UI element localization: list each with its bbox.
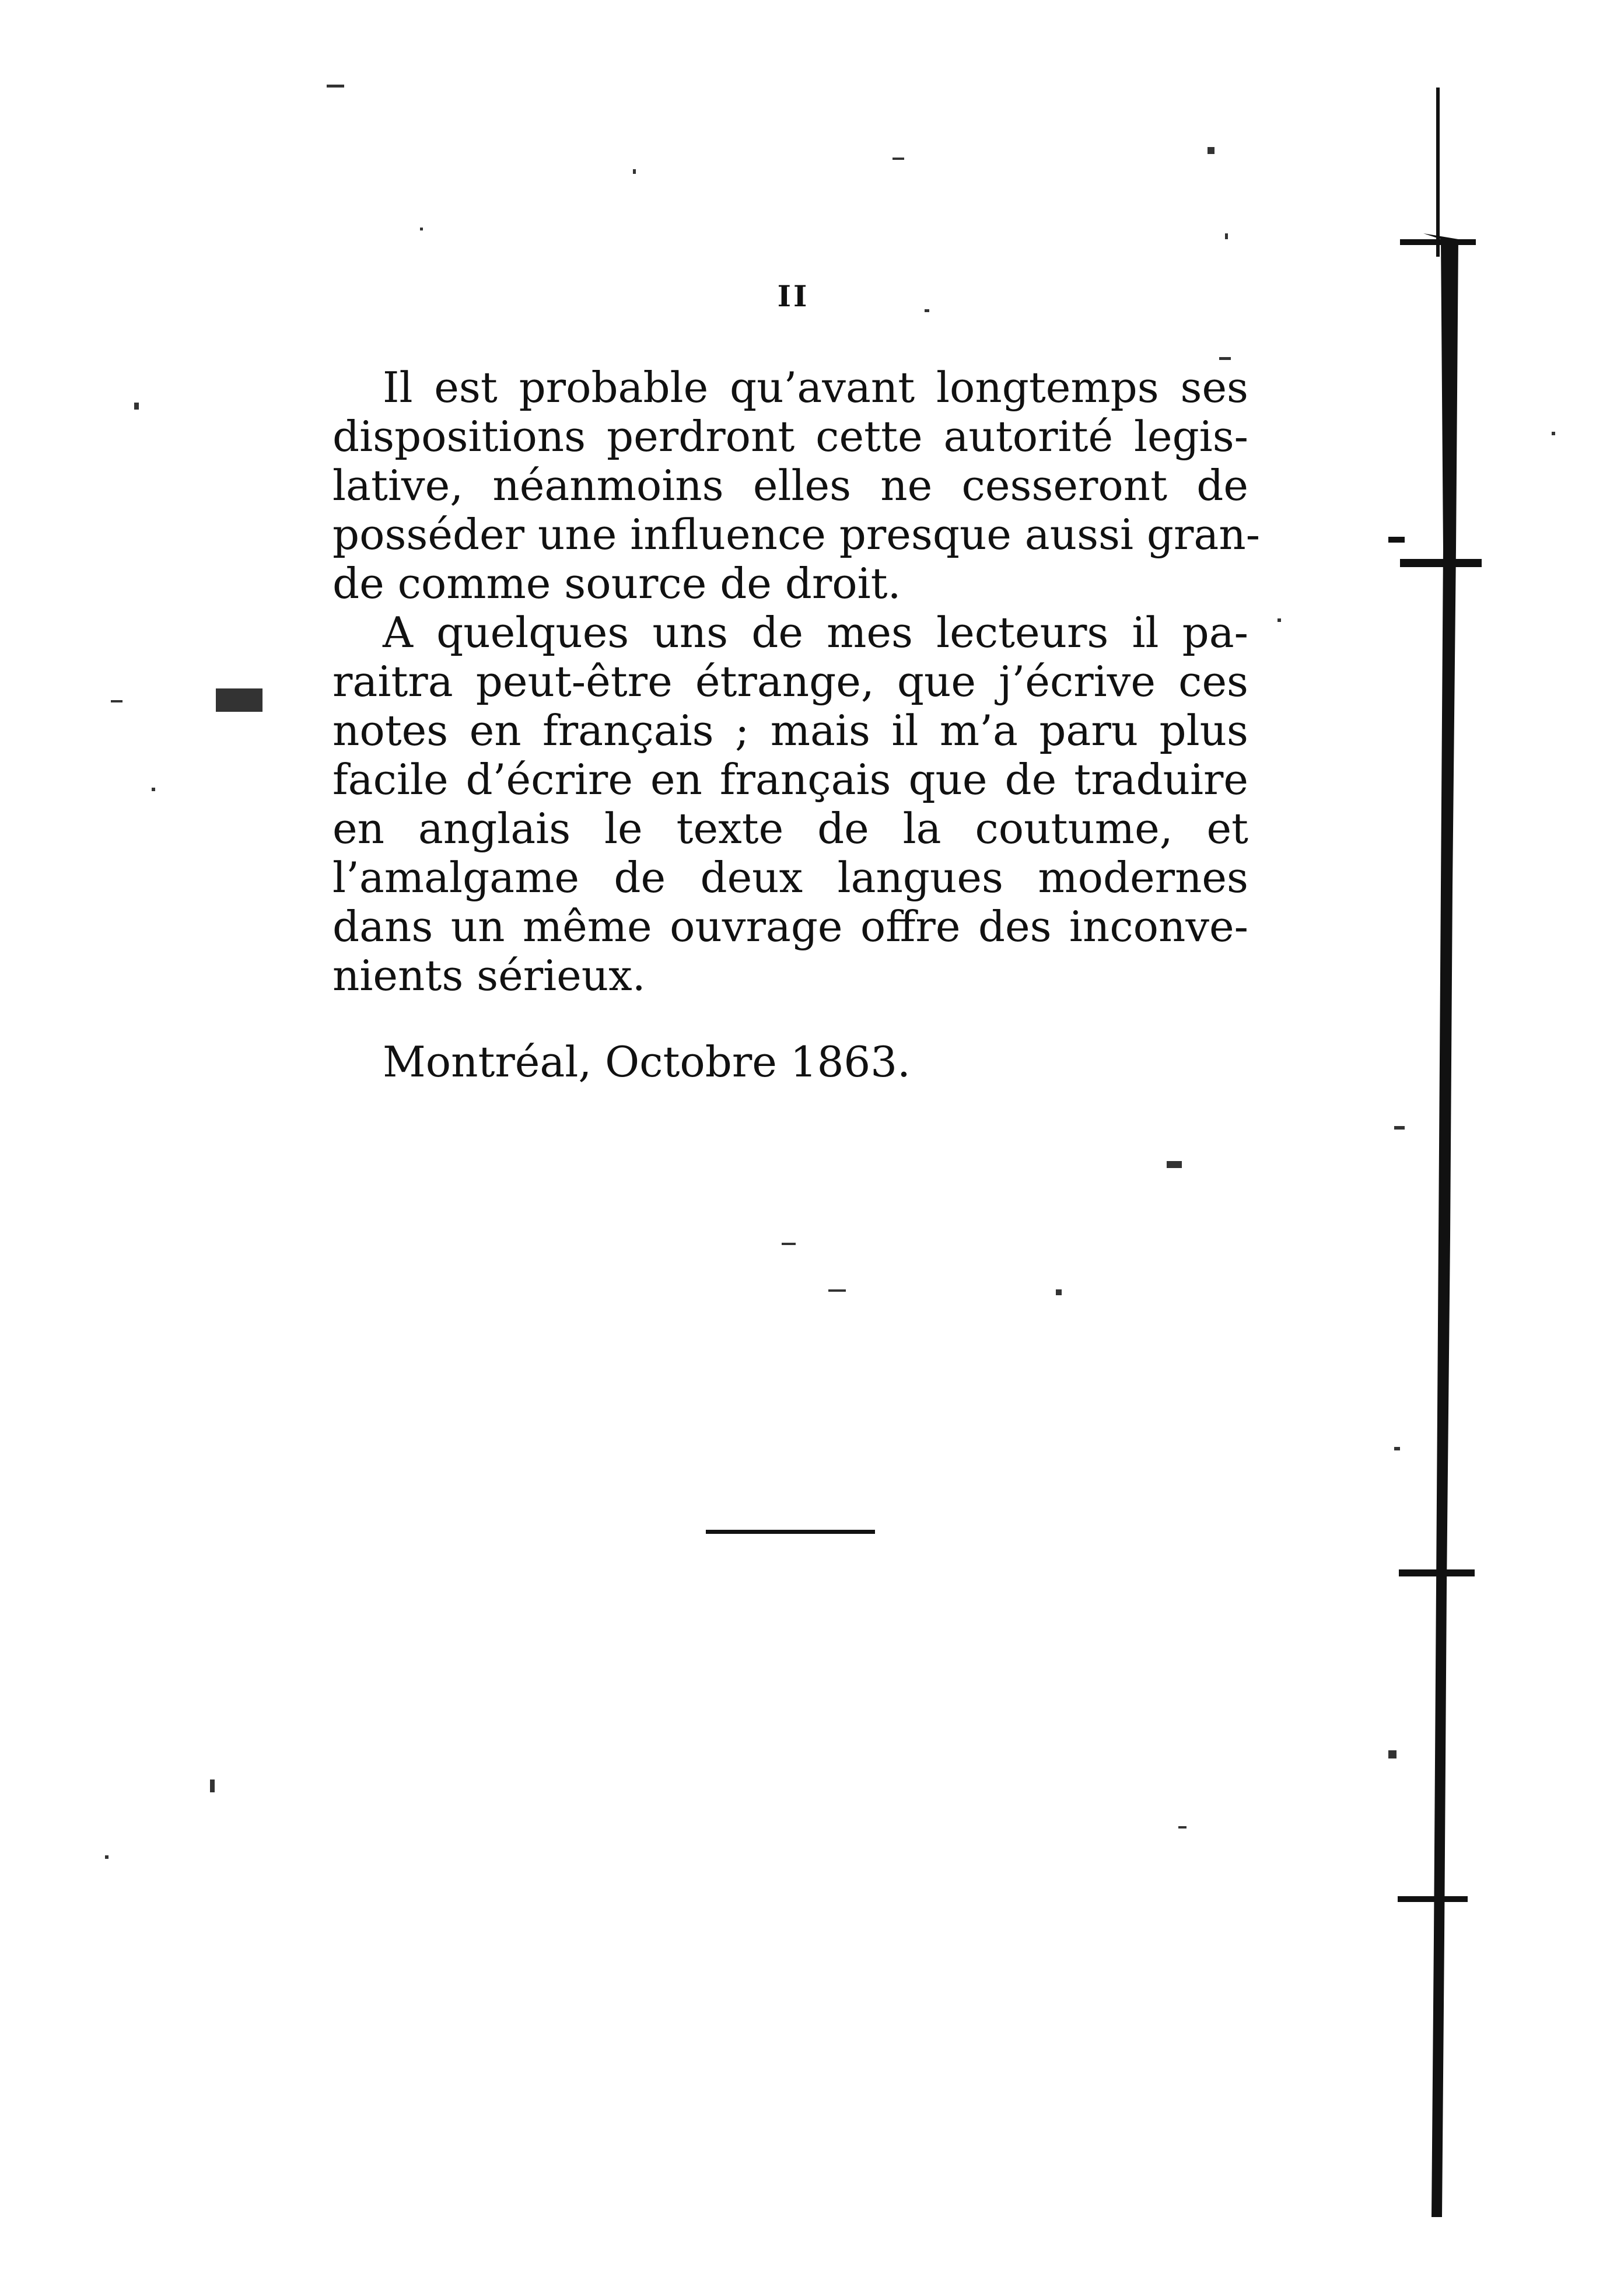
text-line: de comme source de droit. [332, 559, 901, 608]
text-line: Il est probable qu’avant longtemps ses [383, 363, 1248, 412]
text-line: l’amalgame de deux langues modernes [332, 853, 1248, 902]
text-line: posséder une influence presque aussi gran- [332, 510, 1261, 559]
paragraph-1 [332, 363, 1261, 608]
paragraph-2 [332, 608, 1248, 1000]
text-line: raitra peut-être étrange, que j’écrive ces [332, 657, 1248, 706]
text-line: facile d’écrire en français que de traduire [332, 755, 1248, 804]
body-text [332, 363, 1261, 1000]
text-line: A quelques uns de mes lecteurs il pa- [383, 608, 1248, 657]
horizontal-rule [706, 1530, 875, 1534]
binding-thread [1388, 70, 1482, 2229]
page-number: II [777, 279, 810, 313]
text-line: en anglais le texte de la coutume, et [332, 804, 1248, 853]
text-line: nients sérieux. [332, 951, 646, 1000]
text-line: dispositions perdront cette autorité legis- [332, 412, 1248, 461]
text-line: notes en français ; mais il m’a paru plus [332, 706, 1248, 755]
place-and-date: Montréal, Octobre 1863. [383, 1037, 911, 1086]
text-line: lative, néanmoins elles ne cesseront de [332, 461, 1248, 510]
text-line: dans un même ouvrage offre des inconve- [332, 902, 1248, 951]
